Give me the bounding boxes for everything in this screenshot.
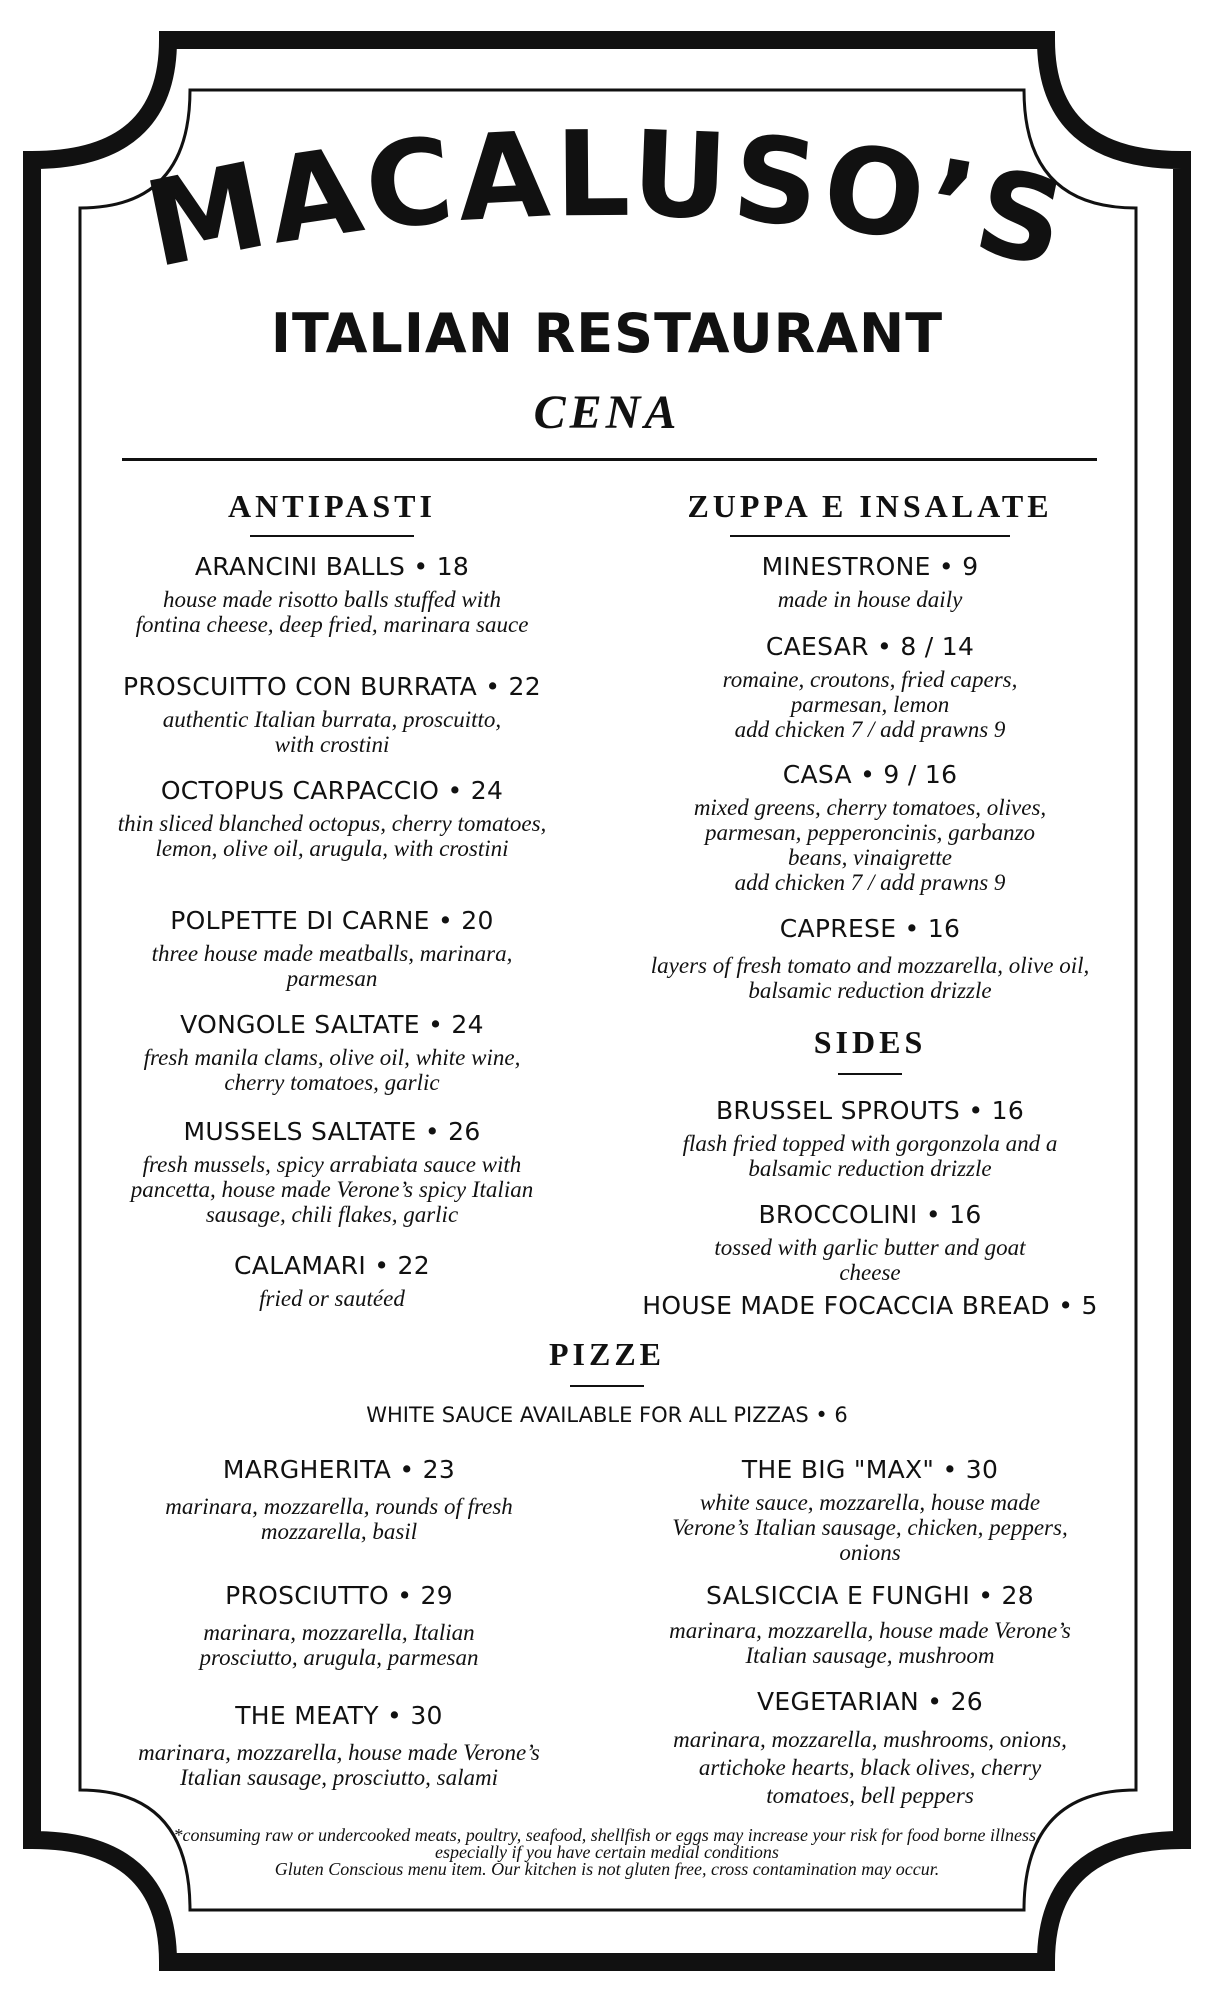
sides-rule <box>838 1073 902 1075</box>
menu-item <box>104 671 560 775</box>
menu-item <box>104 905 560 1009</box>
menu-item <box>660 1580 1080 1686</box>
health-warning: *consuming raw or undercooked meats, poultry, seafood, shellfish or eggs may increase your risk for food borne illness, especially if you have certain medial conditions <box>173 1825 1041 1862</box>
sides-title: SIDES <box>813 1024 927 1060</box>
item-description: fresh mussels, spicy arrabiata sauce with pancetta, house made Verone’s spicy Italian sausage, chili flakes, garlic <box>130 1152 534 1227</box>
gluten-note: Gluten Conscious menu item. Our kitchen is not gluten free, cross contamination may occur. <box>274 1859 940 1879</box>
item-description: white sauce, mozzarella, house made Verone’s Italian sausage, chicken, peppers, onions <box>672 1490 1068 1565</box>
item-description: marinara, mozzarella, house made Verone’s Italian sausage, mushroom <box>669 1618 1071 1668</box>
menu-item <box>660 1686 1080 1810</box>
zuppa-rule <box>730 535 1010 537</box>
item-description: thin sliced blanched octopus, cherry tomatoes, lemon, olive oil, arugula, with crostini <box>117 811 547 861</box>
menu-item <box>650 1095 1090 1199</box>
menu-item <box>134 1580 544 1700</box>
item-name: VONGOLE SALTATE • 24 <box>180 1010 484 1039</box>
menu-item <box>650 913 1090 1003</box>
menu-item <box>104 551 560 671</box>
menu-item <box>104 1009 560 1116</box>
item-description: marinara, mozzarella, house made Verone’s Italian sausage, prosciutto, salami <box>138 1740 540 1790</box>
menu-item <box>104 775 560 905</box>
svg-text:MACALUSO’S <box>135 120 1080 290</box>
item-name: BRUSSEL SPROUTS • 16 <box>715 1096 1025 1125</box>
item-description: mixed greens, cherry tomatoes, olives, parmesan, pepperoncinis, garbanzo beans, vinaigrette <box>693 795 1047 870</box>
item-name: ARANCINI BALLS • 18 <box>194 552 470 581</box>
item-description: fresh manila clams, olive oil, white wine, cherry tomatoes, garlic <box>143 1045 521 1095</box>
item-name: OCTOPUS CARPACCIO • 24 <box>160 776 504 805</box>
antipasti-rule <box>250 535 414 537</box>
item-name: SALSICCIA E FUNGHI • 28 <box>706 1581 1034 1610</box>
item-name: CASA • 9 / 16 <box>782 760 958 789</box>
pizze-right-column <box>660 1454 1080 1810</box>
sides-section <box>650 1024 1090 1285</box>
header-divider <box>122 458 1097 461</box>
menu-item <box>650 1199 1090 1285</box>
menu-item <box>134 1700 544 1790</box>
restaurant-name-text: MACALUSO’S <box>134 120 1081 290</box>
restaurant-name <box>0 120 1214 290</box>
menu-item <box>134 1454 544 1580</box>
item-name: POLPETTE DI CARNE • 20 <box>170 906 494 935</box>
menu-item <box>660 1454 1080 1580</box>
menu-item <box>104 1250 560 1311</box>
item-name: THE MEATY • 30 <box>235 1701 443 1730</box>
focaccia-item: HOUSE MADE FOCACCIA BREAD • 5 <box>642 1291 1098 1320</box>
item-description: romaine, croutons, fried capers, parmesan, lemon <box>722 667 1018 717</box>
pizze-header <box>0 1336 1214 1427</box>
item-name: MARGHERITA • 23 <box>222 1455 456 1484</box>
antipasti-title: ANTIPASTI <box>228 488 436 524</box>
restaurant-subtitle: ITALIAN RESTAURANT <box>270 302 944 365</box>
disclaimer <box>160 1827 1054 1878</box>
item-name: THE BIG "MAX" • 30 <box>741 1455 999 1484</box>
item-description: three house made meatballs, marinara, parmesan <box>151 941 513 991</box>
item-description: authentic Italian burrata, proscuitto, with crostini <box>162 707 502 757</box>
meal-title: CENA <box>533 386 681 439</box>
item-description: flash fried topped with gorgonzola and a balsamic reduction drizzle <box>682 1131 1058 1181</box>
item-name: MUSSELS SALTATE • 26 <box>183 1117 481 1146</box>
item-name: MINESTRONE • 9 <box>761 552 979 581</box>
menu-item <box>104 1116 560 1250</box>
item-description: tossed with garlic butter and goat cheese <box>714 1235 1026 1285</box>
item-name: CAESAR • 8 / 14 <box>765 632 975 661</box>
pizze-rule <box>570 1385 644 1387</box>
item-description: layers of fresh tomato and mozzarella, olive oil, balsamic reduction drizzle <box>650 953 1090 1003</box>
item-description: marinara, mozzarella, rounds of fresh mozzarella, basil <box>165 1494 513 1544</box>
item-name: CAPRESE • 16 <box>779 914 961 943</box>
antipasti-section <box>104 488 560 1311</box>
pizze-title: PIZZE <box>548 1336 666 1372</box>
item-description: marinara, mozzarella, Italian prosciutto, arugula, parmesan <box>199 1620 479 1670</box>
zuppa-section <box>650 488 1090 1003</box>
item-name: CALAMARI • 22 <box>234 1251 430 1280</box>
item-name: VEGETARIAN • 26 <box>757 1687 983 1716</box>
item-addon: add chicken 7 / add prawns 9 <box>734 870 1006 895</box>
item-addon: add chicken 7 / add prawns 9 <box>734 717 1006 742</box>
pizze-left-column <box>134 1454 544 1790</box>
item-description: marinara, mozzarella, mushrooms, onions, artichoke hearts, black olives, cherry tomatoes, bell peppers <box>673 1727 1067 1808</box>
item-description: made in house daily <box>777 587 963 612</box>
menu-item <box>650 551 1090 631</box>
white-sauce-note: WHITE SAUCE AVAILABLE FOR ALL PIZZAS • 6 <box>366 1403 848 1427</box>
menu-item <box>650 759 1090 913</box>
item-name: PROSCUITTO CON BURRATA • 22 <box>123 672 541 701</box>
item-description: house made risotto balls stuffed with fontina cheese, deep fried, marinara sauce <box>135 587 529 637</box>
item-name: PROSCIUTTO • 29 <box>225 1581 453 1610</box>
menu-item <box>650 631 1090 759</box>
zuppa-title: ZUPPA E INSALATE <box>687 488 1053 524</box>
item-description: fried or sautéed <box>259 1286 405 1311</box>
item-name: BROCCOLINI • 16 <box>758 1200 982 1229</box>
